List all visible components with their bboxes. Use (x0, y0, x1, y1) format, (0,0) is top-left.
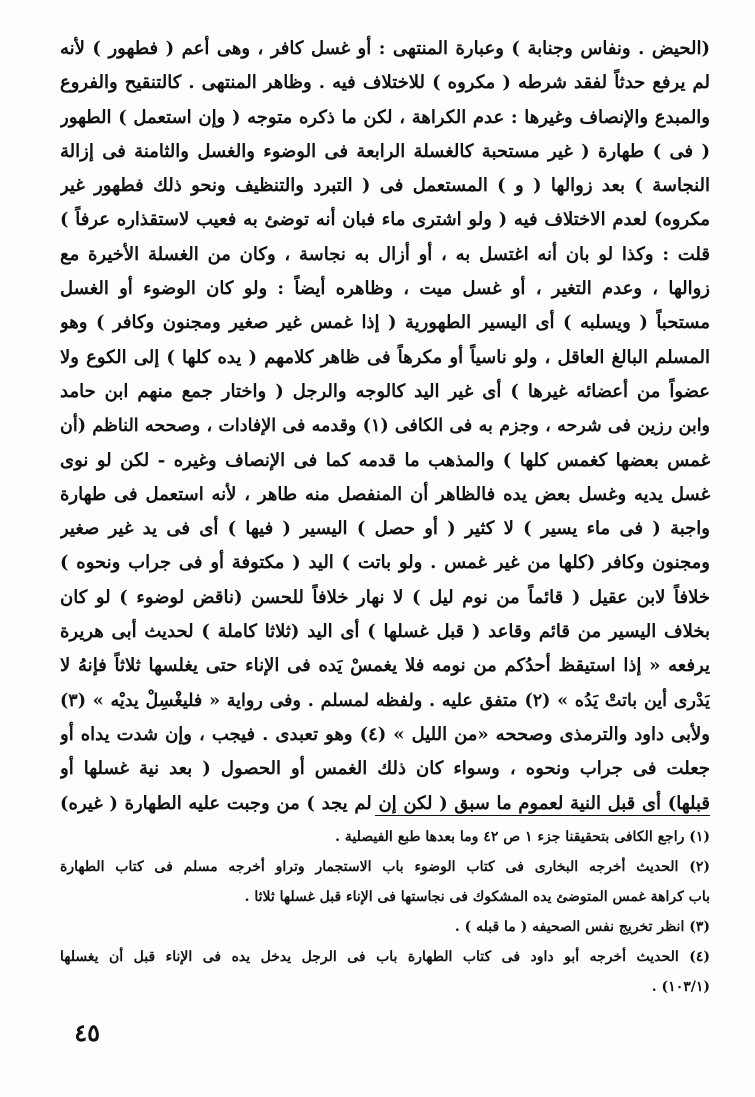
text-line: مستحباً ( ويسلبه ) أى اليسير الطهورية ( إذا غمس غير صغير ومجنون وكافر ) وهو (60, 312, 710, 334)
text-line: ولأبى داود والترمذى وصححه «من الليل » (٤) وهو تعبدى . فيجب ، وإن شدت يداه أو (60, 723, 710, 745)
footnote: (١٠٣/١) . (651, 979, 710, 995)
footnote: (٢) الحديث أخرجه البخارى فى كتاب الوضوء باب الاستجمار وتراو أخرجه مسلم فى كتاب الطهارة (60, 859, 710, 875)
text-line: يرفعه « إذا استيقظ أحدُكم من نومه فلا يغمسْ يَده فى الإناء حتى يغلسها ثلاثاً فإنهُ لا (60, 655, 710, 677)
text-line: والمبدع والإنصاف وغيرها : عدم الكراهة ، لكن ما ذكره متوجه ( وإن استعمل ) الطهور (60, 106, 710, 128)
main-text (60, 32, 710, 821)
text-line: لم يرفع حدثاً لفقد شرطه ( مكروه ) للاختلاف فيه . وظاهر المنتهى . كالتنقيح والفروع (60, 72, 710, 94)
page-number: ٤٥ (74, 1018, 100, 1047)
text-line: غسل يديه وغسل بعض يده فالظاهر أن المنفصل منه طاهر ، لأنه استعمل فى طهارة (60, 483, 710, 505)
text-line: قبلها) أى قبل النية لعموم ما سبق ( لكن إن لم يجد ) من وجبت عليه الطهارة ( غيره) (60, 792, 710, 814)
text-line: ( فى ) طهارة ( غير مستحبة كالغسلة الرابعة فى الوضوء والغسل والثامنة فى إزالة (60, 140, 710, 162)
text-line: (الحيض . ونفاس وجنابة ) وعبارة المنتهى : أو غسل كافر ، وهى أعم ( فطهور ) لأنه (60, 38, 710, 59)
text-line: النجاسة ) بعد زوالها ( و ) المستعمل فى ( التبرد والتنظيف ونحو ذلك فطهور غير (60, 175, 710, 197)
text-line: زوالها ، وعدم التغير ، أو غسل ميت ، وظاهره أيضاً : ولو كان الوضوء أو الغسل (60, 278, 710, 300)
text-line: خلافاً لابن عقيل ( قائماً من نوم ليل ) لا نهار خلافاً للحسن (ناقض لوضوء ) لو كان (60, 586, 710, 608)
text-line: مكروه) لعدم الاختلاف فيه ( ولو اشترى ماء فبان أنه توضئ به فعيب لاستقذاره عرفاً ) (60, 209, 710, 231)
text-line: عضواً من أعضائه غيرها ) أى غير اليد كالوجه والرجل ( واختار جمع منهم ابن حامد (60, 380, 710, 402)
footnote: (١) راجع الكافى بتحقيقنا جزء ١ ص ٤٢ وما بعدها طبع الفيصلية . (335, 829, 710, 845)
text-line: قلت : وكذا لو بان أنه اغتسل به ، أو أزال به نجاسة ، وكان من الغسلة الأخيرة مع (60, 243, 710, 265)
text-line: واجبة ( فى ماء يسير ) لا كثير ( أو حصل ) اليسير ( فيها ) أى فى يد غير صغير (60, 518, 710, 540)
footnote: (٤) الحديث أخرجه أبو داود فى كتاب الطهارة باب فى الرجل يدخل يده فى الإناء قبل أن يغسلها (60, 949, 710, 965)
footnotes (60, 822, 710, 1002)
text-line: وابن رزين فى شرحه ، وجزم به فى الكافى (١) وقدمه فى الإفادات ، وصححه الناظم (أن (60, 416, 710, 437)
text-line: يَدْرى أين باتتْ يَدُه » (٢) متفق عليه . ولفظه لمسلم . وفى رواية « فليغْسِلْ يديْه » (٣) (60, 690, 710, 711)
footnote: (٣) انظر تخريج نفس الصحيفه ( ما قبله ) . (454, 919, 710, 935)
text-line: بخلاف اليسير من قائم وقاعد ( قبل غسلها ) أى اليد (ثلاثا كاملة ) لحديث أبى هريرة (60, 621, 710, 643)
footnote: باب كراهة غمس المتوضئ يده المشكوك فى نجاستها فى الإناء قبل غسلها ثلاثا . (244, 889, 710, 905)
text-line: المسلم البالغ العاقل ، ولو ناسياً أو مكرهاً فى ظاهر كلامهم ( يده كلها ) إلى الكوع ولا (60, 346, 710, 368)
text-line: غمس بعضها كغمس كلها ) والمذهب ما قدمه كما فى الإنصاف وغيره - لكن لو نوى (60, 449, 710, 471)
footnote-divider (375, 815, 710, 816)
text-line: جعلت فى جراب ونحوه ، وسواء كان ذلك الغمس أو الحصول ( بعد نية غسلها أو (60, 758, 710, 780)
text-line: ومجنون وكافر (كلها من غير غمس . ولو باتت ) اليد ( مكتوفة أو فى جراب ونحوه ) (60, 552, 710, 574)
